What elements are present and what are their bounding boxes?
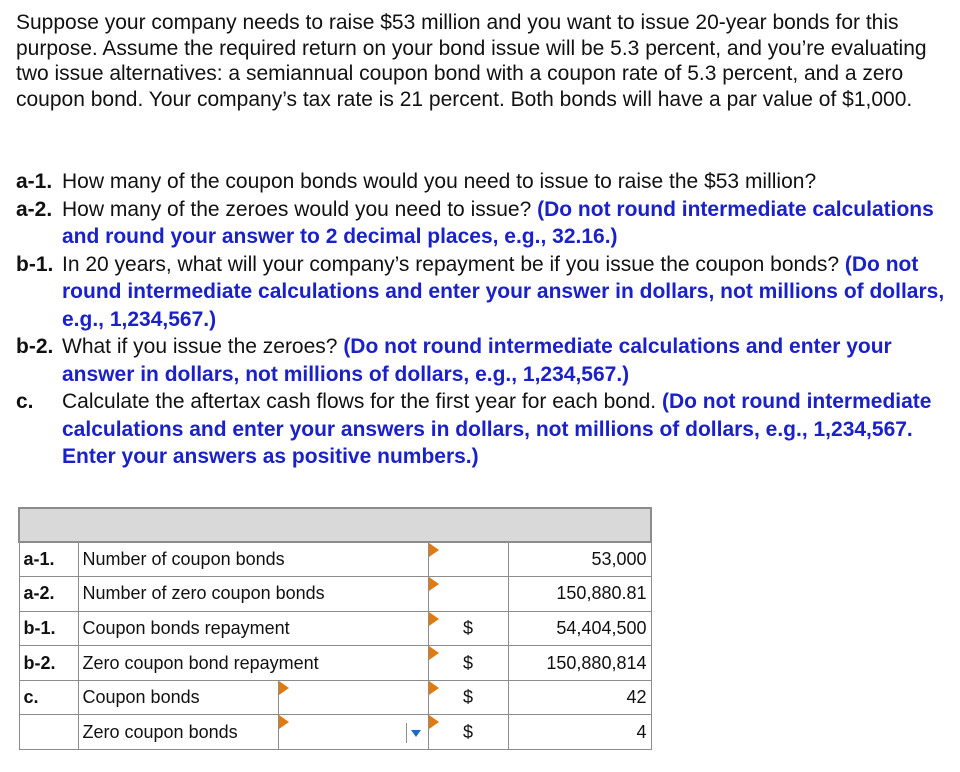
answer-row-c2	[19, 715, 651, 750]
question-text: What if you issue the zeroes?	[62, 335, 344, 358]
answer-flag-icon	[429, 646, 439, 660]
question-text: How many of the zeroes would you need to issue?	[62, 197, 538, 221]
question-hint: (Do not round intermediate calculations and enter your answers in dollars, not millions of dollars, e.g., 1,234,567. Enter your answers as positive numbers.)	[62, 390, 932, 468]
question-label: b-1.	[16, 252, 54, 276]
row-description: Number of zero coupon bonds	[78, 577, 428, 612]
answer-flag-icon	[429, 681, 439, 695]
dollar-sign: $	[462, 687, 473, 708]
row-label: b-1.	[19, 611, 78, 646]
sign-select[interactable]	[278, 715, 428, 750]
answer-row-a2	[19, 577, 651, 612]
answer-input[interactable]: 150,880,814	[508, 646, 651, 681]
dollar-sign: $	[462, 721, 473, 742]
answer-table	[18, 507, 652, 750]
question-b1	[16, 251, 951, 334]
question-label: a-2.	[16, 197, 53, 221]
currency-cell	[428, 646, 508, 681]
question-label: b-2.	[16, 335, 54, 358]
question-hint: (Do not round intermediate calculations and enter your answer in dollars, not millions of dollars, e.g., 1,234,567.)	[62, 335, 892, 386]
question-text: How many of the coupon bonds would you need to issue to raise the $53 million?	[62, 170, 817, 193]
row-label: b-2.	[19, 646, 78, 681]
answer-row-b1	[19, 611, 651, 646]
sign-select[interactable]	[278, 680, 428, 715]
question-b2	[16, 333, 951, 388]
answer-flag-icon	[429, 715, 439, 729]
answer-input[interactable]: 53,000	[508, 542, 651, 577]
answer-flag-icon	[279, 715, 289, 729]
row-label	[19, 715, 78, 750]
row-description: Number of coupon bonds	[78, 542, 428, 577]
answer-input[interactable]: 54,404,500	[508, 611, 651, 646]
question-text: Calculate the aftertax cash flows for the first year for each bond.	[62, 390, 662, 413]
row-label: a-1.	[19, 542, 78, 577]
answer-row-c1	[19, 680, 651, 715]
question-list	[16, 168, 951, 471]
dollar-sign: $	[462, 652, 473, 673]
problem-statement: Suppose your company needs to raise $53 million and you want to issue 20-year bonds for this purpose. Assume the required return on your bond issue will be 5.3 percent, and you’re evaluating two issue alternatives: a semiannual coupon bond with a coupon rate of 5.3 percent, and a zero coupon bond. Your company’s tax rate is 21 percent. Both bonds will have a par value of $1,000.	[16, 11, 927, 111]
row-label: a-2.	[19, 577, 78, 612]
answer-row-a1	[19, 542, 651, 577]
answer-input[interactable]: 150,880.81	[508, 577, 651, 612]
question-hint: (Do not round intermediate calculations and round your answer to 2 decimal places, e.g., 32.16.)	[62, 197, 934, 248]
answer-table-header	[19, 508, 651, 542]
currency-cell	[428, 680, 508, 715]
dollar-sign: $	[462, 617, 473, 638]
currency-cell	[428, 577, 508, 612]
answer-row-b2	[19, 646, 651, 681]
row-description: Coupon bonds	[78, 680, 278, 715]
answer-input[interactable]: 42	[508, 680, 651, 715]
question-label: a-1.	[16, 170, 53, 193]
question-a1	[16, 168, 951, 196]
question-text: In 20 years, what will your company’s repayment be if you issue the coupon bonds?	[62, 252, 845, 276]
dropdown-arrow-icon[interactable]	[406, 723, 424, 743]
currency-cell	[428, 715, 508, 750]
answer-flag-icon	[279, 681, 289, 695]
question-hint: (Do not round intermediate calculations and enter your answer in dollars, not millions of dollars, e.g., 1,234,567.)	[62, 252, 945, 331]
answer-flag-icon	[429, 577, 439, 591]
currency-cell	[428, 542, 508, 577]
row-label: c.	[19, 680, 78, 715]
row-description: Coupon bonds repayment	[78, 611, 428, 646]
answer-flag-icon	[429, 543, 439, 557]
answer-flag-icon	[429, 612, 439, 626]
currency-cell	[428, 611, 508, 646]
row-description: Zero coupon bonds	[78, 715, 278, 750]
answer-input[interactable]: 4	[508, 715, 651, 750]
question-a2	[16, 196, 951, 251]
row-description: Zero coupon bond repayment	[78, 646, 428, 681]
question-label: c.	[16, 390, 34, 413]
question-c	[16, 388, 951, 471]
